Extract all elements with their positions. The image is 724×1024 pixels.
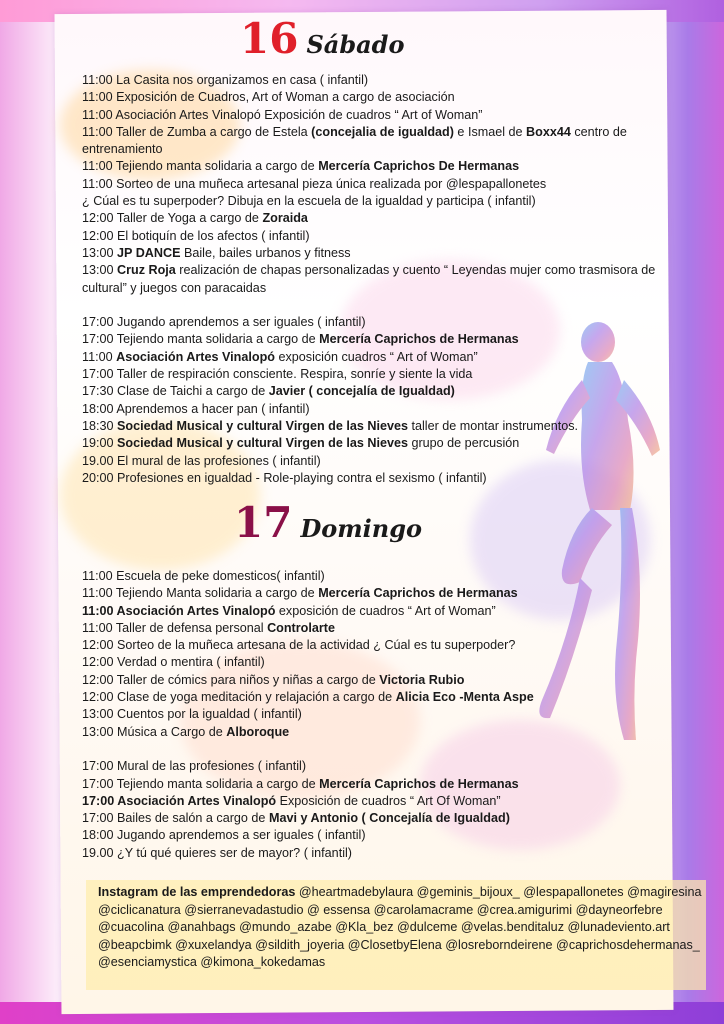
schedule-item — [82, 620, 682, 637]
schedule-text: 19:00 — [82, 436, 118, 451]
day-16-schedule — [82, 72, 682, 487]
schedule-item — [82, 383, 682, 400]
schedule-item — [82, 706, 682, 723]
schedule-text: Baile, bailes urbanos y fitness — [180, 245, 351, 260]
schedule-item — [82, 585, 682, 602]
schedule-item — [82, 776, 682, 793]
schedule-text: 17:00 Taller de respiración consciente. Respira, sonríe y siente la vida — [82, 367, 473, 382]
schedule-item — [82, 89, 682, 106]
schedule-text: 17:00 Jugando aprendemos a ser iguales ( infantil) — [82, 315, 366, 330]
schedule-item — [82, 314, 682, 331]
highlighted-organizer: (concejalia de igualdad) — [311, 124, 454, 139]
schedule-item — [82, 672, 682, 689]
schedule-text: 11:00 La Casita nos organizamos en casa ( infantil) — [82, 73, 369, 87]
schedule-item — [82, 158, 682, 175]
schedule-item — [82, 176, 682, 193]
schedule-text: Exposición de cuadros “ Art Of Woman” — [276, 793, 501, 808]
schedule-text: exposición cuadros “ Art of Woman” — [274, 349, 478, 364]
schedule-text: 18:00 Aprendemos a hacer pan ( infantil) — [82, 401, 310, 416]
section-spacer — [82, 297, 682, 314]
schedule-item — [82, 637, 682, 654]
schedule-text: 11:00 Taller de defensa personal — [82, 620, 268, 635]
highlighted-organizer: Javier ( concejalía de Igualdad) — [268, 384, 455, 399]
schedule-text: 12:00 Taller de cómics para niños y niñas a cargo de — [82, 672, 380, 687]
highlighted-organizer: Cruz Roja — [117, 263, 176, 278]
day-heading-16 — [240, 14, 404, 63]
schedule-item — [82, 689, 682, 706]
highlighted-organizer: Controlarte — [267, 620, 335, 635]
schedule-item — [82, 724, 682, 741]
highlighted-organizer: Boxx44 — [526, 124, 571, 139]
schedule-text: 17:00 Bailes de salón a cargo de — [82, 811, 269, 826]
schedule-text: 13:00 — [82, 245, 118, 260]
schedule-text: 17:00 Tejiendo manta solidaria a cargo de — [82, 776, 320, 791]
schedule-text: realización de chapas personalizadas y cuento “ Leyendas mujer como trasmisora de cultural” y juegos con paracaidas — [82, 263, 656, 295]
schedule-item — [82, 758, 682, 775]
schedule-text: 11:00 Asociación Artes Vinalopó Exposición de cuadros “ Art of Woman” — [82, 107, 483, 122]
schedule-text: 19.00 El mural de las profesiones ( infantil) — [82, 453, 321, 468]
schedule-item — [82, 107, 682, 124]
highlighted-organizer: Alicia Eco -Menta Aspe — [395, 690, 534, 705]
section-spacer — [82, 741, 682, 758]
highlighted-organizer: 11:00 Asociación Artes Vinalopó — [82, 603, 276, 618]
schedule-text: 17:00 Tejiendo manta solidaria a cargo de — [82, 332, 320, 347]
schedule-text: 19.00 ¿Y tú qué quieres ser de mayor? ( infantil) — [82, 845, 352, 860]
schedule-text: 11:00 — [82, 349, 117, 364]
schedule-text: 13:00 Cuentos por la igualdad ( infantil) — [82, 707, 302, 722]
schedule-text: 11:00 Tejiendo manta solidaria a cargo de — [82, 159, 319, 174]
schedule-text: exposición de cuadros “ Art of Woman” — [275, 603, 496, 618]
schedule-item — [82, 568, 682, 585]
schedule-item — [82, 262, 682, 297]
schedule-text: 12:00 Verdad o mentira ( infantil) — [82, 655, 265, 670]
highlighted-organizer: 17:00 Asociación Artes Vinalopó — [82, 793, 277, 808]
schedule-text: 12:00 Clase de yoga meditación y relajación a cargo de — [82, 690, 396, 705]
highlighted-organizer: Victoria Rubio — [379, 672, 465, 687]
highlighted-organizer: Zoraida — [262, 211, 308, 226]
schedule-text: 17:00 Mural de las profesiones ( infantil) — [82, 759, 307, 774]
schedule-text: ¿ Cúal es tu superpoder? Dibuja en la escuela de la igualdad y participa ( infantil) — [82, 194, 536, 209]
schedule-item — [82, 124, 682, 159]
schedule-item — [82, 453, 682, 470]
schedule-item — [82, 603, 682, 620]
schedule-item — [82, 845, 682, 862]
schedule-item — [82, 435, 682, 452]
schedule-item — [82, 654, 682, 671]
schedule-item — [82, 793, 682, 810]
schedule-item — [82, 245, 682, 262]
schedule-item — [82, 827, 682, 844]
schedule-text: 18:00 Jugando aprendemos a ser iguales ( infantil) — [82, 828, 366, 843]
schedule-item — [82, 366, 682, 383]
day-number: 16 — [240, 14, 299, 63]
schedule-text: 11:00 Taller de Zumba a cargo de Estela — [82, 124, 312, 139]
day-name: Domingo — [300, 514, 423, 543]
highlighted-organizer: Mercería Caprichos de Hermanas — [318, 586, 518, 601]
highlighted-organizer: Mercería Caprichos de Hermanas — [319, 332, 519, 347]
highlighted-organizer: Alboroque — [226, 724, 290, 739]
day-number: 17 — [234, 498, 293, 547]
highlighted-organizer: JP DANCE — [117, 245, 181, 260]
highlighted-organizer: Sociedad Musical y cultural Virgen de las Nieves — [117, 418, 408, 433]
schedule-item — [82, 228, 682, 245]
schedule-text: 20:00 Profesiones en igualdad - Role-playing contra el sexismo ( infantil) — [82, 470, 487, 485]
schedule-text: 17:30 Clase de Taichi a cargo de — [82, 384, 269, 399]
schedule-item — [82, 418, 682, 435]
schedule-text: grupo de percusión — [407, 436, 520, 451]
highlighted-organizer: Asociación Artes Vinalopó — [116, 349, 275, 364]
schedule-item — [82, 72, 682, 89]
day-name: Sábado — [306, 30, 405, 59]
schedule-text: centro de entrenamiento — [82, 124, 627, 157]
schedule-text: 11:00 Tejiendo Manta solidaria a cargo de — [82, 586, 319, 601]
schedule-text: taller de montar instrumentos. — [407, 418, 579, 433]
schedule-item — [82, 470, 682, 487]
instagram-title: Instagram de las emprendedoras — [98, 885, 296, 899]
schedule-text: 18:30 — [82, 418, 118, 433]
schedule-item — [82, 810, 682, 827]
instagram-handles: @heartmadebylaura @geminis_bijoux_ @lespapallonetes @magiresina @ciclicanatura @sierranevadastudio @ essensa @carolamacrame @crea.amigurimi @dayneorfebre @cuacolina @anahbags @mundo_azabe @Kla_bez @dulceme @velas.benditaluz @lunadeviento.art @beapcbimk @xuxelandya @sildith_joyeria @ClosetbyElena @losreborndeirene @caprichosdehermanas_ @esenciamystica @kimona_kokedamas — [98, 885, 702, 969]
schedule-text: 11:00 Exposición de Cuadros, Art of Woman a cargo de asociación — [82, 90, 455, 105]
highlighted-organizer: Mercería Caprichos De Hermanas — [318, 159, 520, 174]
schedule-text: e Ismael de — [453, 124, 527, 139]
schedule-text: 12:00 El botiquín de los afectos ( infantil) — [82, 228, 310, 243]
schedule-item — [82, 210, 682, 227]
schedule-item — [82, 401, 682, 418]
schedule-item — [82, 193, 682, 210]
highlighted-organizer: Mavi y Antonio ( Concejalía de Igualdad) — [268, 811, 510, 826]
day-17-schedule — [82, 568, 682, 862]
schedule-text: 13:00 — [82, 263, 118, 278]
schedule-item — [82, 331, 682, 348]
highlighted-organizer: Sociedad Musical y cultural Virgen de las Nieves — [117, 436, 408, 451]
schedule-text: 13:00 Música a Cargo de — [82, 724, 227, 739]
schedule-text: 12:00 Taller de Yoga a cargo de — [82, 211, 263, 226]
instagram-section — [98, 884, 706, 972]
schedule-text: 12:00 Sorteo de la muñeca artesana de la actividad ¿ Cúal es tu superpoder? — [82, 638, 516, 653]
day-heading-17 — [234, 498, 422, 547]
schedule-text: 11:00 Sorteo de una muñeca artesanal pieza única realizada por @lespapallonetes — [82, 176, 547, 191]
highlighted-organizer: Mercería Caprichos de Hermanas — [319, 776, 519, 791]
schedule-item — [82, 349, 682, 366]
schedule-text: 11:00 Escuela de peke domesticos( infantil) — [82, 569, 325, 583]
